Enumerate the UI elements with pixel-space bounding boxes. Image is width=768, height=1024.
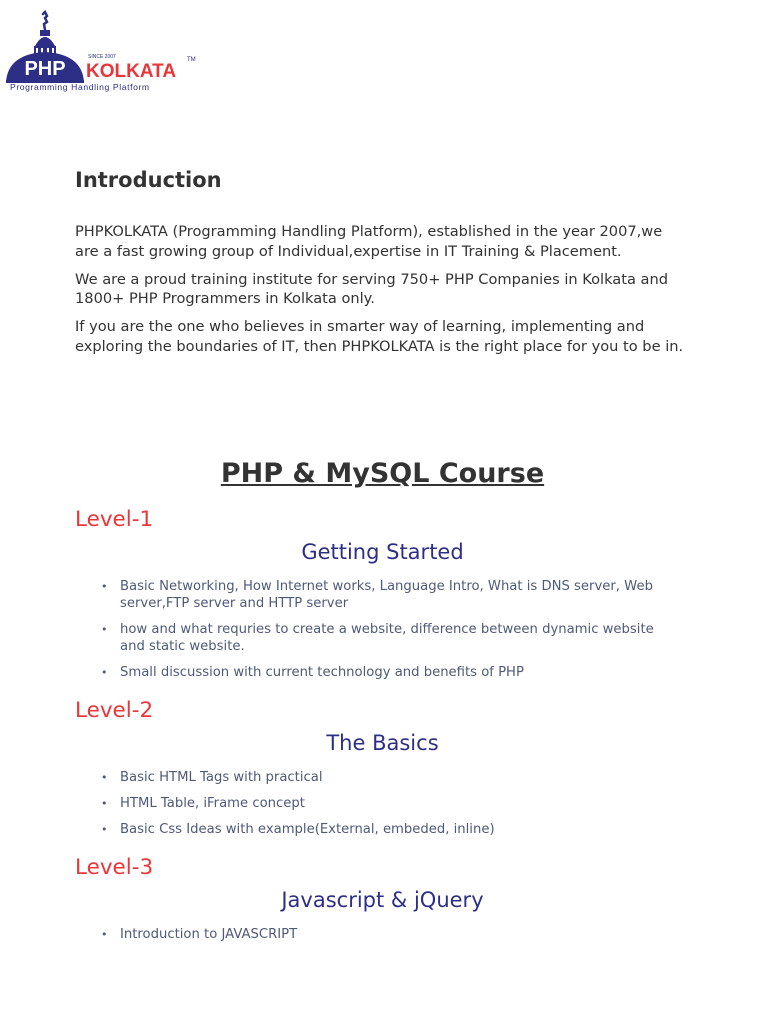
topic-list xyxy=(75,578,690,681)
logo-php-text: PHP xyxy=(24,58,66,80)
topic-text: Small discussion with current technology and benefits of PHP xyxy=(120,665,524,680)
topic-item xyxy=(101,664,690,681)
level-block xyxy=(75,854,690,943)
intro-heading: Introduction xyxy=(75,168,222,192)
bullet-icon: • xyxy=(101,928,108,941)
page-content xyxy=(75,166,690,942)
course-title: PHP & MySQL Course xyxy=(220,458,545,489)
bullet-icon: • xyxy=(101,771,108,784)
level-title: Getting Started xyxy=(301,540,464,564)
intro-paragraph: PHPKOLKATA (Programming Handling Platform), established in the year 2007,we are a fast growing group of Individual,expertise in IT Training & Placement. xyxy=(75,223,663,260)
topic-list xyxy=(75,926,690,943)
topic-item xyxy=(101,821,690,838)
topic-text: Basic Networking, How Internet works, Language Intro, What is DNS server, Web server,FTP server and HTTP server xyxy=(120,579,653,611)
topic-item xyxy=(101,795,690,812)
logo-since-text: SINCE 2007 xyxy=(88,54,116,60)
level-label: Level-3 xyxy=(75,855,154,880)
level-label: Level-2 xyxy=(75,698,154,723)
topic-text: HTML Table, iFrame concept xyxy=(120,796,305,811)
bullet-icon: • xyxy=(101,666,108,679)
topic-item xyxy=(101,769,690,786)
level-title: The Basics xyxy=(326,731,439,755)
topic-item xyxy=(101,926,690,943)
bullet-icon: • xyxy=(101,797,108,810)
bullet-icon: • xyxy=(101,623,108,636)
bullet-icon: • xyxy=(101,823,108,836)
topic-item xyxy=(101,578,690,612)
level-block xyxy=(75,697,690,838)
logo-tm-text: TM xyxy=(187,57,196,63)
level-block xyxy=(75,506,690,681)
topic-text: Introduction to JAVASCRIPT xyxy=(120,927,298,942)
bullet-icon: • xyxy=(101,580,108,593)
topic-text: Basic HTML Tags with practical xyxy=(120,770,323,785)
course-levels xyxy=(75,506,690,959)
level-title: Javascript & jQuery xyxy=(281,888,484,912)
intro-paragraph: We are a proud training institute for serving 750+ PHP Companies in Kolkata and 1800+ PHP Programmers in Kolkata only. xyxy=(75,270,669,308)
logo-kolkata-text: KOLKATA xyxy=(86,61,177,82)
topic-list xyxy=(75,769,690,838)
logo-graphic xyxy=(4,10,204,94)
company-logo xyxy=(4,10,204,94)
logo-tagline: Programming Handling Platform xyxy=(10,82,150,92)
level-label: Level-1 xyxy=(75,507,154,532)
topic-text: Basic Css Ideas with example(External, embeded, inline) xyxy=(120,822,495,837)
intro-paragraph: If you are the one who believes in smarter way of learning, implementing and exploring the boundaries of IT, then PHPKOLKATA is the right place for you to be in. xyxy=(75,318,684,355)
topic-text: how and what requries to create a website, difference between dynamic website and static website. xyxy=(120,622,654,654)
topic-item xyxy=(101,621,690,655)
